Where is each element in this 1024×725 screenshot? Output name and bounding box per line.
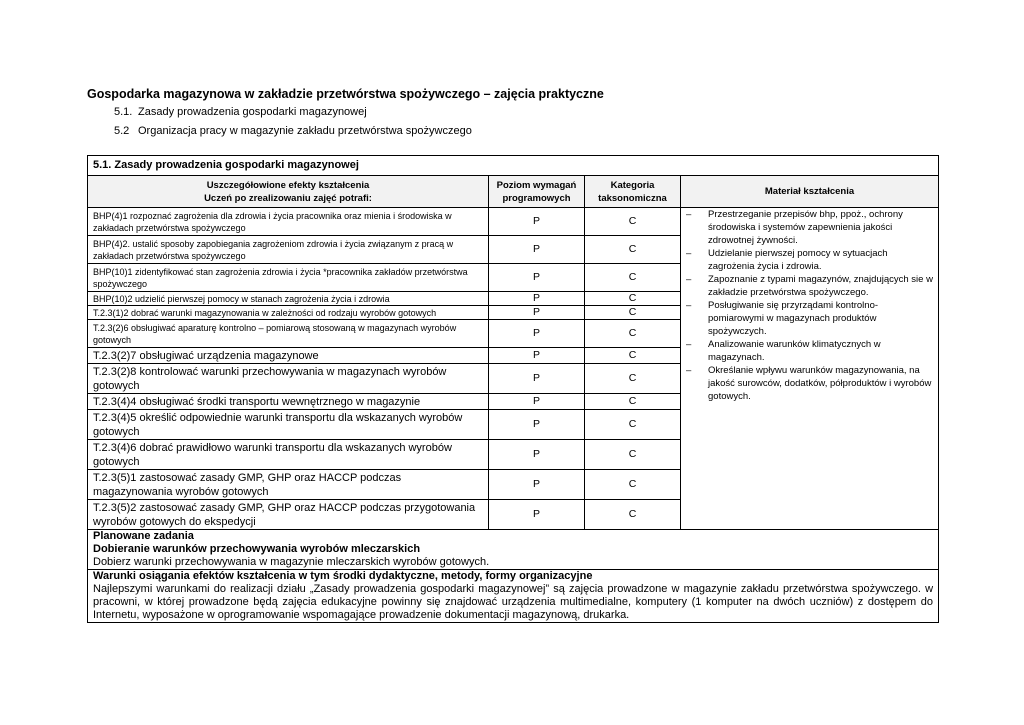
effect-cell: T.2.3(2)7 obsługiwać urządzenia magazynowe bbox=[88, 348, 489, 364]
category-cell: C bbox=[585, 236, 681, 264]
conditions-row bbox=[88, 570, 939, 623]
effect-cell: T.2.3(2)8 kontrolować warunki przechowywania w magazynach wyrobów gotowych bbox=[88, 364, 489, 394]
effect-cell: BHP(4)1 rozpoznać zagrożenia dla zdrowia i życia pracownika oraz mienia i środowiska w zakładach przetwórstwa spożywczego bbox=[88, 208, 489, 236]
toc-text: Organizacja pracy w magazynie zakładu przetwórstwa spożywczego bbox=[138, 125, 472, 137]
header-level bbox=[489, 176, 585, 208]
effect-cell: T.2.3(1)2 dobrać warunki magazynowania w zależności od rodzaju wyrobów gotowych bbox=[88, 306, 489, 320]
material-item bbox=[686, 299, 933, 338]
document-title: Gospodarka magazynowa w zakładzie przetwórstwa spożywczego – zajęcia praktyczne bbox=[87, 87, 604, 101]
dash-bullet: – bbox=[686, 274, 692, 285]
level-cell: P bbox=[489, 440, 585, 470]
effect-cell: T.2.3(2)6 obsługiwać aparaturę kontrolno – pomiarową stosowaną w magazynach wyrobów gotowych bbox=[88, 320, 489, 348]
conditions-heading: Warunki osiągania efektów kształcenia w tym środki dydaktyczne, metody, formy organizacyjne bbox=[93, 570, 593, 582]
material-item-text: Analizowanie warunków klimatycznych w magazynach. bbox=[708, 339, 881, 363]
level-cell: P bbox=[489, 410, 585, 440]
effect-cell: BHP(4)2. ustalić sposoby zapobiegania zagrożeniom zdrowia i życia związanym z pracą w zakładach przetwórstwa spożywczego bbox=[88, 236, 489, 264]
dash-bullet: – bbox=[686, 365, 692, 376]
header-effects bbox=[88, 176, 489, 208]
level-cell: P bbox=[489, 236, 585, 264]
category-cell: C bbox=[585, 348, 681, 364]
category-cell: C bbox=[585, 394, 681, 410]
toc-number: 5.1. bbox=[114, 106, 133, 118]
effect-cell: T.2.3(5)1 zastosować zasady GMP, GHP oraz HACCP podczas magazynowania wyrobów gotowych bbox=[88, 470, 489, 500]
category-cell: C bbox=[585, 208, 681, 236]
material-cell bbox=[681, 208, 939, 530]
category-cell: C bbox=[585, 364, 681, 394]
level-cell: P bbox=[489, 306, 585, 320]
effect-cell: T.2.3(5)2 zastosować zasady GMP, GHP oraz HACCP podczas przygotowania wyrobów gotowych do ekspedycji bbox=[88, 500, 489, 530]
table-row bbox=[88, 208, 939, 236]
planned-tasks-cell bbox=[88, 530, 939, 570]
planned-task-title: Dobieranie warunków przechowywania wyrobów mleczarskich bbox=[93, 543, 421, 555]
level-cell: P bbox=[489, 264, 585, 292]
material-list bbox=[686, 208, 933, 403]
category-cell: C bbox=[585, 440, 681, 470]
material-item-text: Udzielanie pierwszej pomocy w sytuacjach zagrożenia życia i zdrowia. bbox=[708, 248, 888, 272]
material-item-text: Zapoznanie z typami magazynów, znajdujących sie w zakładzie przetwórstwa spożywczego. bbox=[708, 274, 933, 298]
curriculum-table bbox=[87, 155, 939, 623]
material-item-text: Określanie wpływu warunków magazynowania, na jakość surowców, dodatków, półproduktów i wyrobów gotowych. bbox=[708, 365, 932, 402]
level-cell: P bbox=[489, 470, 585, 500]
effect-cell: BHP(10)2 udzielić pierwszej pomocy w stanach zagrożenia życia i zdrowia bbox=[88, 292, 489, 306]
section-header: 5.1. Zasady prowadzenia gospodarki magazynowej bbox=[88, 156, 939, 176]
effect-cell: T.2.3(4)4 obsługiwać środki transportu wewnętrznego w magazynie bbox=[88, 394, 489, 410]
toc-number: 5.2 bbox=[114, 125, 130, 137]
material-item bbox=[686, 364, 933, 403]
toc-item-5-1 bbox=[114, 106, 367, 118]
category-cell: C bbox=[585, 470, 681, 500]
toc-text: Zasady prowadzenia gospodarki magazynowej bbox=[138, 106, 367, 118]
header-effects-line2: Uczeń po zrealizowaniu zajęć potrafi: bbox=[204, 192, 372, 204]
dash-bullet: – bbox=[686, 248, 692, 259]
material-item bbox=[686, 208, 933, 247]
planned-task-text: Dobierz warunki przechowywania w magazynie mleczarskich wyrobów gotowych. bbox=[93, 556, 490, 568]
dash-bullet: – bbox=[686, 339, 692, 350]
level-cell: P bbox=[489, 208, 585, 236]
level-cell: P bbox=[489, 500, 585, 530]
level-cell: P bbox=[489, 320, 585, 348]
level-cell: P bbox=[489, 394, 585, 410]
header-category-line2: taksonomiczna bbox=[598, 192, 667, 204]
material-item-text: Posługiwanie się przyrządami kontrolno-pomiarowymi w magazynach produktów spożywczych. bbox=[708, 300, 879, 337]
level-cell: P bbox=[489, 292, 585, 306]
conditions-cell bbox=[88, 570, 939, 623]
header-category-line1: Kategoria bbox=[610, 179, 655, 191]
material-item bbox=[686, 273, 933, 299]
category-cell: C bbox=[585, 320, 681, 348]
material-item bbox=[686, 338, 933, 364]
planned-tasks-row bbox=[88, 530, 939, 570]
category-cell: C bbox=[585, 500, 681, 530]
effect-cell: T.2.3(4)5 określić odpowiednie warunki transportu dla wskazanych wyrobów gotowych bbox=[88, 410, 489, 440]
toc-item-5-2 bbox=[114, 125, 472, 137]
category-cell: C bbox=[585, 292, 681, 306]
effect-cell: BHP(10)1 zidentyfikować stan zagrożenia zdrowia i życia *pracownika zakładów przetwórstwa spożywczego bbox=[88, 264, 489, 292]
header-category bbox=[585, 176, 681, 208]
level-cell: P bbox=[489, 364, 585, 394]
header-level-line1: Poziom wymagań bbox=[496, 179, 577, 191]
dash-bullet: – bbox=[686, 209, 692, 220]
material-item bbox=[686, 247, 933, 273]
dash-bullet: – bbox=[686, 300, 692, 311]
header-material: Materiał kształcenia bbox=[681, 176, 939, 208]
header-effects-line1: Uszczegółowione efekty kształcenia bbox=[206, 179, 370, 191]
category-cell: C bbox=[585, 410, 681, 440]
level-cell: P bbox=[489, 348, 585, 364]
category-cell: C bbox=[585, 306, 681, 320]
conditions-text: Najlepszymi warunkami do realizacji działu „Zasady prowadzenia gospodarki magazynowej” są zajęcia prowadzone w magazynie zakładu przetwórstwa spożywczego. w pracowni, w której prowadzone będą zajęcia edukacyjne powinny się znajdować urządzenia multimedialne, komputery (1 komputer na dwóch uczniów) z dostępem do Internetu, wyposażone w oprogramowanie wspomagające prowadzenie dokumentacji magazynową, drukarka. bbox=[93, 583, 934, 621]
planned-tasks-heading: Planowane zadania bbox=[93, 530, 194, 542]
category-cell: C bbox=[585, 264, 681, 292]
header-level-line2: programowych bbox=[502, 192, 571, 204]
effect-cell: T.2.3(4)6 dobrać prawidłowo warunki transportu dla wskazanych wyrobów gotowych bbox=[88, 440, 489, 470]
material-item-text: Przestrzeganie przepisów bhp, ppoż., ochrony środowiska i systemów zapewnienia jakości zdrowotnej żywności. bbox=[708, 209, 903, 246]
